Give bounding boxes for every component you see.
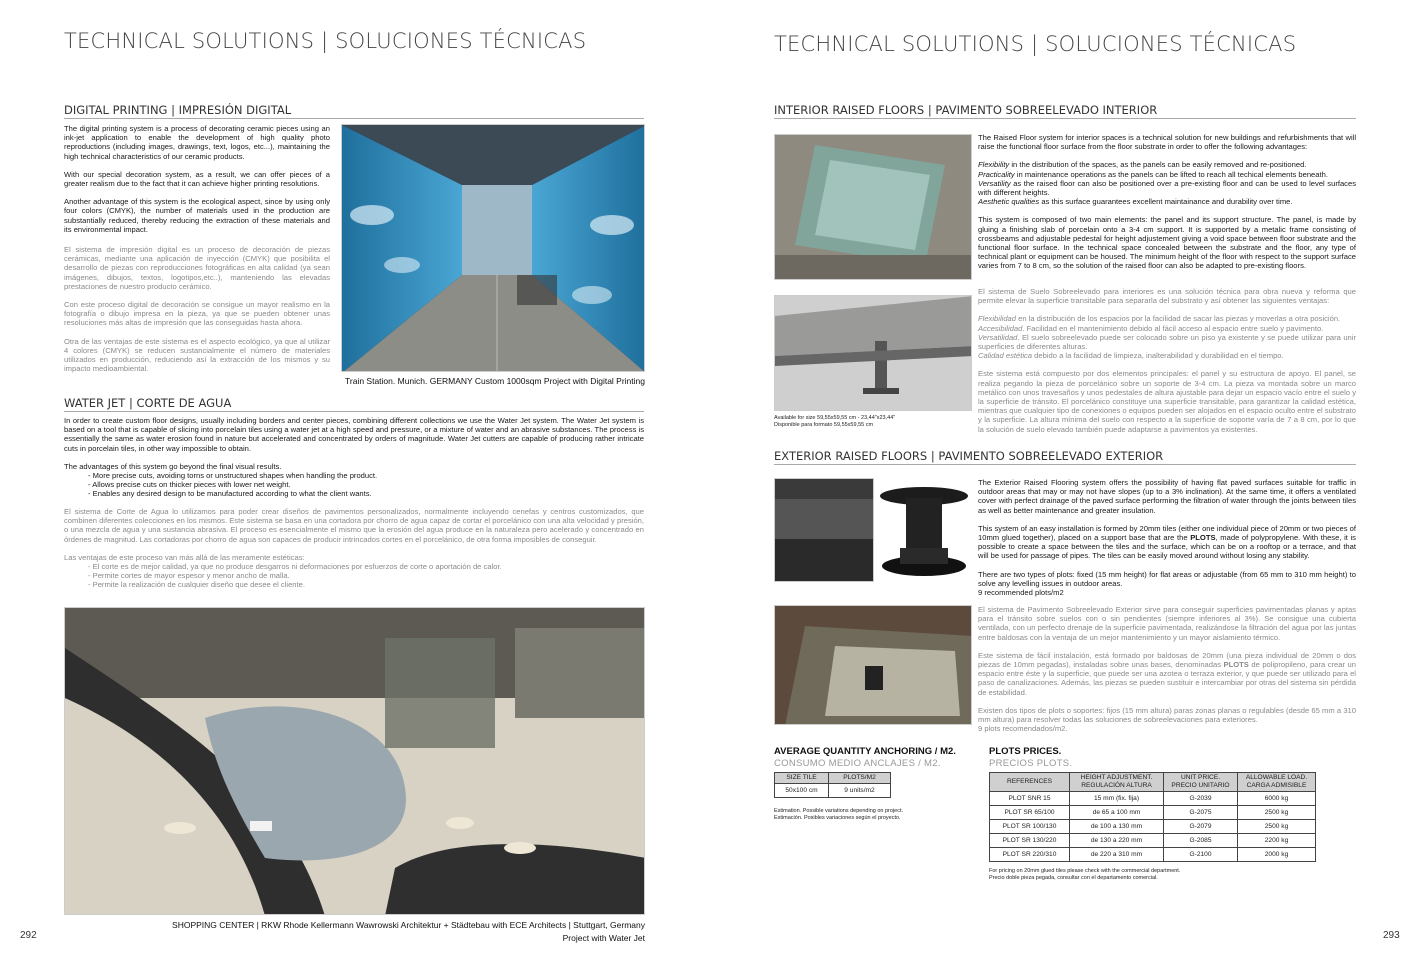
paragraph: 9 plots recomendados/m2. — [978, 724, 1068, 734]
interior-floor-pedestal-photo — [774, 295, 972, 411]
text-run: de polipropileno, para crear un espacio entre éste y la superficie, que puede ser una azotea o terraza exterior, y que puede ser utilizado para el paso de canalizaciones. Además, las piezas se pueden sustituir e intercambiar por otras del sistema sin pérdida de estabilidad. — [978, 660, 1356, 697]
list-item: - Enables any desired design to be manufactured according to what the client wants. — [88, 489, 372, 499]
table-row — [990, 806, 1316, 820]
text-run: This system of an easy installation is formed by 20mm tiles (either one individual piece of 20mm or two pieces of 10mm glued together), placed on a support base that are the — [978, 523, 1356, 543]
paragraph: The digital printing system is a process of decorating ceramic pieces using an ink-jet application to enable the development of high quality photo reproductions (including images, drawings, text, logos, etc...), maintaining the high technical characteristics of our ceramic products. — [64, 124, 330, 161]
table-cell: G-2079 — [1164, 820, 1238, 834]
term-text: . Facilidad en el mantenimiento debido al fácil acceso al espacio entre suelo y pavimento. — [1022, 323, 1324, 333]
paragraph: Con este proceso digital de decoración se consigue un mayor realismo en la fotografía o dibujo impresa en la pieza, ya que se pueden obtener unas resoluciones más altas de impresión que las conseguidas hasta ahora. — [64, 300, 330, 328]
advantage-line — [978, 333, 1356, 351]
table-cell: G-2039 — [1164, 792, 1238, 806]
page-number-left: 292 — [20, 930, 37, 941]
term: Practicality — [978, 169, 1015, 179]
paragraph: Another advantage of this system is the ecological aspect, since by using only four colors (CMYK), the number of materials used in the production are substantially reduced, thereby reducing the extraction of these materials and its environmental impact. — [64, 197, 330, 234]
right-page-title: TECHNICAL SOLUTIONS | SOLUCIONES TÉCNICAS — [774, 32, 1297, 56]
exterior-raised-floors-heading: EXTERIOR RAISED FLOORS | PAVIMENTO SOBREELEVADO EXTERIOR — [774, 449, 1356, 465]
list-item: - More precise cuts, avoiding torns or unstructured shapes when handling the product. — [88, 471, 378, 481]
advantage-line — [978, 197, 1356, 206]
plot-support-image — [876, 478, 972, 582]
term: Versatility — [978, 178, 1011, 188]
term: Calidad estética — [978, 351, 1033, 361]
table-cell: PLOT SR 130/220 — [990, 834, 1070, 848]
water-jet-es-text — [64, 507, 644, 590]
prices-table — [989, 772, 1316, 862]
table-row — [990, 848, 1316, 862]
table-row — [990, 792, 1316, 806]
advantage-line — [978, 160, 1356, 169]
paragraph: The Exterior Raised Flooring system offers the possibility of having flat paved surfaces suitable for traffic in outdoor areas that may or may not have slopes (up to a 3% inclination). At the same time, it offers a ventilated cover with perfect drainage of the paved surface performing the filtration of water through the joints between tiles as well as better maintenance and greater insulation. — [978, 478, 1356, 515]
paragraph: In order to create custom floor designs, usually including borders and center pieces, combining different collections we use the Water Jet system. The Water Jet system is based on a tool that is capable of slicing into porcelain tiles using a water jet at a high speed and pressure, or a mixture of water and an abrasive substances. The process is essentially the same as water erosion found in nature but accelerated and concentrated by orders of magnitude. Water Jet cutters are capable of producing rather intricate cuts in porcelain tiles, in other way impossible to obtain. — [64, 416, 644, 453]
table-cell: 50x100 cm — [775, 784, 829, 798]
advantages-list — [64, 562, 644, 590]
exterior-floor-gravel-photo — [774, 605, 972, 725]
table-header-row — [775, 773, 891, 784]
availability-note-es: Disponible para formato 59,55x59,55 cm — [774, 422, 874, 428]
table-cell: 9 units/m2 — [829, 784, 891, 798]
paragraph: This system is composed of two main elements: the panel and its support structure. The panel, is made by gluing a finishing slab of porcelain onto a 3-4 cm support. It is supported by a metalic frame consisting of crossbeams and adjustable pedestal for height adjustement giving a void space between floor substrate and the functional floor surface. In the technical space concealed between the substrate and the floor, any type of technical plant or equipment can be housed. The minimum height of the floor with respect to the support surface varies from 7 to 8 cm, so the solution of the raised floor can also be adapted to pre-existing floors. — [978, 215, 1356, 271]
table-cell: de 130 a 220 mm — [1070, 834, 1164, 848]
digital-printing-heading: DIGITAL PRINTING | IMPRESIÓN DIGITAL — [64, 103, 644, 119]
term-text: en la distribución de los espacios por la facilidad de sacar las piezas y moverlas a otra posición. — [1016, 314, 1341, 324]
shopping-center-caption-2: Project with Water Jet — [562, 933, 645, 943]
term-text: in the distribution of the spaces, as the panels can be easily removed and re-positioned. — [1009, 160, 1307, 170]
paragraph: El sistema de Corte de Agua lo utilizamos para poder crear diseños de pavimentos personalizados, normalmente incluyendo cenefas y centros customizados, que combinen diferentes colecciones en los mismos. Este sistema se basa en una cortadora por chorro de agua capaz de cortar el porcelánico con una alta velocidad y presión, o una mezcla de agua y una sustancia abrasiva. El proceso es esencialmente el mismo que la erosión del agua produce en la naturaleza pero acelerado y concentrado en órdenes de magnitud. Las cortadoras por chorro de agua son capaces de producir intrincados cortes en el porcelánico, de otra forma imposibles de conseguir. — [64, 507, 644, 544]
table-cell: PLOT SR 100/130 — [990, 820, 1070, 834]
list-item: - Permite cortes de mayor espesor y menor ancho de malla. — [88, 571, 290, 581]
anchoring-note-es: Estimación. Posibles variaciones según el proyecto. — [774, 815, 901, 821]
table-cell: 2500 kg — [1238, 806, 1316, 820]
list-item: - Permite la realización de cualquier diseño que desee el cliente. — [88, 580, 305, 590]
table-header-row — [990, 773, 1316, 792]
list-item: - El corte es de mejor calidad, ya que no produce desgarros ni deformaciones por esfuerzos de corte o aportación de calor. — [88, 562, 502, 572]
page-number-right: 293 — [1383, 930, 1400, 941]
advantage-line — [978, 324, 1356, 333]
prices-note-en: For pricing on 20mm glued tiles please check with the commercial department. — [989, 868, 1181, 874]
term-text: in maintenance operations as the panels can be lifted to reach all techical elements beneath. — [1014, 169, 1328, 179]
table-cell: de 100 a 130 mm — [1070, 820, 1164, 834]
table-cell: G-2085 — [1164, 834, 1238, 848]
column-header: HEIGHT ADJUSTMENT. REGULACIÓN ALTURA — [1070, 773, 1164, 792]
paragraph: 9 recommended plots/m2 — [978, 588, 1064, 598]
table-cell: 15 mm (fix. fija) — [1070, 792, 1164, 806]
prices-note — [989, 868, 1180, 882]
paragraph — [978, 524, 1356, 561]
shopping-center-photo — [64, 607, 645, 915]
paragraph: There are two types of plots: fixed (15 mm height) for flat areas or adjustable (from 65 mm to 310 mm height) to solve any levelling issues in outdoor areas. — [978, 569, 1356, 588]
paragraph: Existen dos tipos de plots o soportes: fijos (15 mm altura) paras zonas planas o regulables (desde 65 mm a 310 mm altura) para resolver todas las soluciones de sobreelevaciones para exteriores. — [978, 705, 1356, 725]
term-text: debido a la facilidad de limpieza, inalterabilidad y durabilidad en el tiempo. — [1032, 351, 1284, 361]
paragraph: Las ventajas de este proceso van más allá de las meramente estéticas: — [64, 552, 305, 562]
table-cell: PLOT SNR 15 — [990, 792, 1070, 806]
paragraph: Otra de las ventajas de este sistema es el aspecto ecológico, ya que al utilizar 4 colores (CMYK) se reducen sustancialmente el número de materiales utilizados en producción, reduciendo así la extracción de los mismos y su impacto medioambiental. — [64, 336, 330, 374]
list-item: - Allows precise cuts on thicker pieces with lower net weight. — [88, 480, 291, 490]
column-header: UNIT PRICE. PRECIO UNITARIO — [1164, 773, 1238, 792]
prices-subtitle: PRECIOS PLOTS. — [989, 758, 1073, 769]
paragraph: El sistema de impresión digital es un proceso de decoración de piezas cerámicas, mediante una aplicación de inyección (CMYK) que posibilita el desarrollo de piezas con reproducciones fotográficas en alta calidad (ya sean imágenes, dibujos, textos, logotipos,etc..), manteniendo las elevadas prestaciones de nuestro producto cerámico. — [64, 245, 330, 291]
train-station-caption: Train Station. Munich. GERMANY Custom 1000sqm Project with Digital Printing — [345, 376, 645, 386]
advantage-line — [978, 314, 1356, 323]
column-header: ALLOWABLE LOAD. CARGA ADMISIBLE — [1238, 773, 1316, 792]
term-text: as the raised floor can also be positioned over a pre-existing floor and can be used to level surfaces with different heights. — [978, 178, 1356, 198]
term: Aesthetic qualities — [978, 197, 1040, 207]
table-cell: 2500 kg — [1238, 820, 1316, 834]
water-jet-en-text — [64, 416, 644, 508]
anchoring-subtitle: CONSUMO MEDIO ANCLAJES / M2. — [774, 758, 941, 769]
table-cell: de 65 a 100 mm — [1070, 806, 1164, 820]
term-text: as this surface guarantees excellent maintainance and durability over time. — [1039, 197, 1293, 207]
paragraph: The Raised Floor system for interior spaces is a technical solution for new buildings and refurbishments that will raise the functional floor surface from the floor substrate in order to offer the following advantages: — [978, 133, 1356, 152]
term-text: . El suelo sobreelevado puede ser colocado sobre un piso ya existente y se puede utilizar para unir superficies de diferentes alturas. — [978, 332, 1356, 352]
table-row — [775, 784, 891, 798]
text-run: , made of polypropylene. With these, it is possible to create a space between the tiles and the surface, which can be on a rooftop or a terrace, and that will be used for passage of pipes. The tiles can be easily moved around without losing any stability. — [978, 533, 1356, 561]
train-station-photo — [341, 124, 645, 372]
table-cell: de 220 a 310 mm — [1070, 848, 1164, 862]
table-cell: G-2100 — [1164, 848, 1238, 862]
column-header: PLOTS/M2 — [829, 773, 891, 784]
advantage-line — [978, 179, 1356, 197]
table-cell: 6000 kg — [1238, 792, 1316, 806]
prices-title: PLOTS PRICES. — [989, 746, 1062, 757]
paragraph: El sistema de Pavimento Sobreelevado Exterior sirve para conseguir superficies pavimentadas planas y aptas para el tránsito sobre suelos con o sin pendientes (siempre inferiores al 3%). Se consigue una cubierta ventilada, con un perfecto drenaje de la superficie pavimentada, realizándose la filtración del agua por las juntas entre baldosas con la ventaja de un mejor mantenimiento y un mayor aislamiento térmico. — [978, 605, 1356, 642]
interior-floor-glass-photo — [774, 134, 972, 280]
column-header: REFERENCES — [990, 773, 1070, 792]
availability-note — [774, 415, 972, 429]
column-header: SIZE TILE — [775, 773, 829, 784]
advantages-list — [64, 471, 644, 499]
anchoring-title: AVERAGE QUANTITY ANCHORING / M2. — [774, 746, 956, 757]
advantage-line — [978, 351, 1356, 360]
paragraph: El sistema de Suelo Sobreelevado para interiores es una solución técnica para obra nueva y reforma que permite elevar la superficie transitable para separarla del substrato y así obtener las siguientes ventajas: — [978, 287, 1356, 306]
text-run: PLOTS — [1223, 660, 1249, 670]
water-jet-heading: WATER JET | CORTE DE AGUA — [64, 396, 644, 412]
prices-note-es: Precio doble pieza pegada, consultar con el departamento comercial. — [989, 875, 1158, 881]
paragraph: Este sistema está compuesto por dos elementos principales: el panel y su estructura de apoyo. El panel, se realiza pegando la pieza de porcelánico sobre un soporte de 3-4 cm. La pieza va montada sobre un marco metálico con unos travesaños y unos pedestales de altura ajustable para dejar un espacio vacío entre el suelo y la superficie de tránsito. El porcelánico constituye una superficie transitable, para garantizar la calidad estética, mientras que cualquier tipo de conexiones o equipos pueden ser alojados en el espacio oculto entre el substrato y la superficie. La altura mínima del suelo con respecto a la superficie de soporte varía de 7 a 8 cm, por lo que la solución de suelo elevado también puede adaptarse a pavimentos ya existentes. — [978, 369, 1356, 434]
term: Flexibility — [978, 160, 1010, 170]
text-run: PLOTS — [1190, 533, 1216, 543]
advantage-line — [978, 170, 1356, 179]
digital-printing-en-text — [64, 124, 330, 243]
interior-es-text — [978, 287, 1356, 443]
exterior-es-text — [978, 605, 1356, 733]
table-row — [990, 820, 1316, 834]
left-page-title: TECHNICAL SOLUTIONS | SOLUCIONES TÉCNICAS — [64, 29, 587, 53]
table-cell: PLOT SR 220/310 — [990, 848, 1070, 862]
shopping-center-caption: SHOPPING CENTER | RKW Rhode Kellermann Wawrowski Architektur + Städtebau with ECE Architects | Stuttgart, Germany — [172, 920, 645, 930]
table-cell: 2000 kg — [1238, 848, 1316, 862]
paragraph: With our special decoration system, as a result, we can offer pieces of a greater realism due to the fact that it can achieve higher printing resolutions. — [64, 169, 330, 189]
paragraph: The advantages of this system go beyond the final visual results. — [64, 461, 282, 471]
exterior-tile-photo — [774, 478, 874, 582]
term: Accesibilidad — [978, 323, 1023, 333]
anchoring-table — [774, 772, 891, 798]
interior-en-text — [978, 133, 1356, 280]
table-cell: 2200 kg — [1238, 834, 1316, 848]
table-row — [990, 834, 1316, 848]
table-cell: PLOT SR 65/100 — [990, 806, 1070, 820]
interior-raised-floors-heading: INTERIOR RAISED FLOORS | PAVIMENTO SOBREELEVADO INTERIOR — [774, 103, 1356, 119]
anchoring-note-en: Estimation. Possible variations depending on project. — [774, 808, 904, 814]
paragraph — [978, 651, 1356, 697]
term: Flexibilidad — [978, 314, 1016, 324]
table-cell: G-2075 — [1164, 806, 1238, 820]
text-run: Este sistema de fácil instalación, está formado por baldosas de 20mm (una pieza individual de 20mm o dos piezas de 10mm pegadas), instaladas sobre unas bases, denominadas — [978, 650, 1356, 670]
term: Versatilidad — [978, 332, 1018, 342]
anchoring-note — [774, 808, 903, 822]
exterior-en-text — [978, 478, 1356, 597]
digital-printing-es-text — [64, 245, 330, 382]
availability-note-en: Available for size 59,55x59,55 cm - 23,44"x23,44" — [774, 415, 896, 421]
